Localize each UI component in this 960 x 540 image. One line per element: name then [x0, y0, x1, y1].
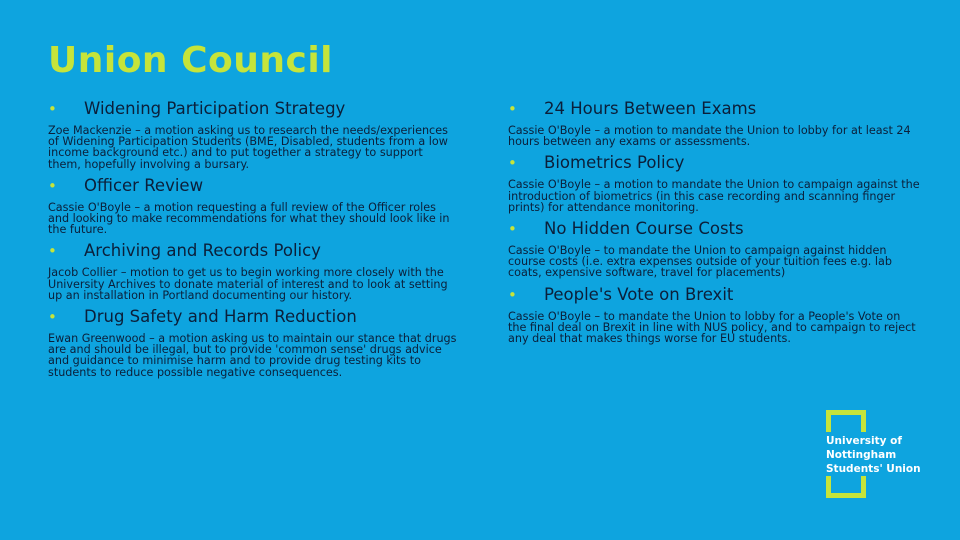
bullet-icon: • [508, 154, 517, 173]
list-item [508, 218, 920, 279]
list-item [48, 175, 458, 236]
logo-bracket-top-icon [826, 410, 866, 432]
left-column [48, 98, 458, 383]
list-item [508, 284, 920, 345]
bullet-icon: • [48, 176, 57, 195]
bullet-icon: • [508, 285, 517, 304]
item-description: Cassie O'Boyle – to mandate the Union to campaign against hidden course costs (i.e. extra expenses outside of your tuition fees e.g. lab coats, expensive software, travel for placements) [508, 244, 892, 280]
list-item [508, 98, 920, 147]
item-description: Cassie O'Boyle – to mandate the Union to lobby for a People's Vote on the final deal on Brexit in line with NUS policy, and to campaign to reject any deal that makes things worse for EU students. [508, 309, 916, 346]
slide-title: Union Council [48, 40, 334, 81]
item-heading: Widening Participation Strategy [84, 99, 346, 118]
list-item [48, 306, 458, 378]
item-heading: Biometrics Policy [544, 153, 685, 173]
item-heading: 24 Hours Between Exams [544, 99, 757, 118]
item-description: Cassie O'Boyle – a motion requesting a full review of the Officer roles and looking to make recommendations for what they should look like in the future. [48, 200, 450, 237]
bullet-icon: • [48, 242, 57, 261]
list-item [508, 152, 920, 213]
bullet-icon: • [48, 308, 57, 327]
item-description: Ewan Greenwood – a motion asking us to maintain our stance that drugs are and should be illegal, but to provide 'common sense' drugs advice and guidance to minimise harm and to provide drug testing kits to students to reduce possible negative consequences. [48, 332, 457, 379]
list-item [48, 240, 458, 301]
bullet-icon: • [48, 100, 57, 118]
item-description: Cassie O'Boyle – a motion to mandate the Union to lobby for at least 24 hours between any exams or assessments. [508, 124, 911, 149]
item-heading: Officer Review [84, 175, 204, 195]
bullet-icon: • [508, 100, 517, 118]
bullet-icon: • [508, 220, 517, 239]
item-description: Jacob Collier – motion to get us to begin working more closely with the University Archives to donate material of interest and to look at setting up an installation in Portland documenting our history. [48, 266, 448, 302]
item-description: Zoe Mackenzie – a motion asking us to research the needs/experiences of Widening Participation Students (BME, Disabled, students from a low income background etc.) and to put together a strategy to support them, hopefully involving a bursary. [48, 124, 448, 171]
logo-bracket-bottom-icon [826, 476, 866, 498]
logo-text: University of Nottingham Students' Union [826, 435, 921, 475]
item-heading: People's Vote on Brexit [544, 284, 734, 304]
item-heading: No Hidden Course Costs [544, 219, 744, 239]
item-heading: Archiving and Records Policy [84, 241, 321, 261]
list-item [48, 98, 458, 170]
item-heading: Drug Safety and Harm Reduction [84, 307, 357, 327]
right-column [508, 98, 920, 349]
union-logo [826, 410, 936, 500]
item-description: Cassie O'Boyle – a motion to mandate the Union to campaign against the introduction of biometrics (in this case recording and scanning finger prints) for attendance monitoring. [508, 178, 920, 214]
